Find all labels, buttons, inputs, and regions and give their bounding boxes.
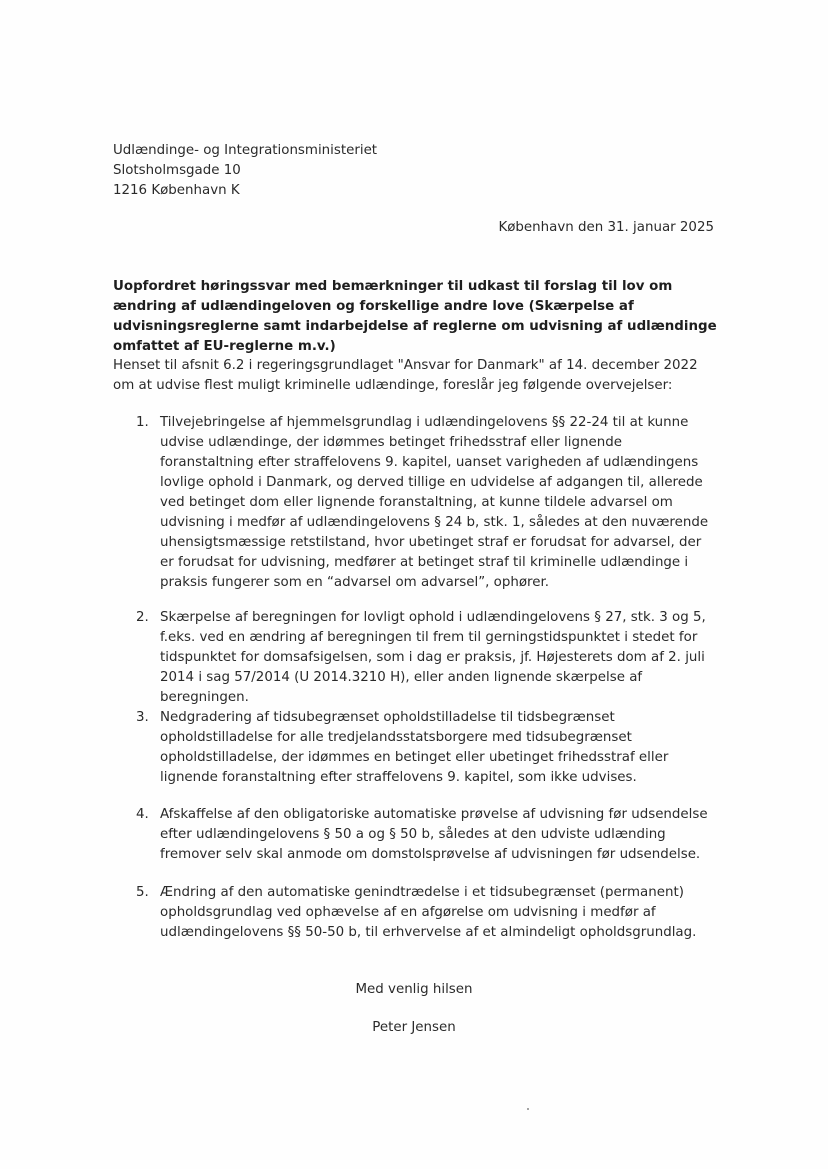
item-number: 4. — [136, 807, 149, 822]
item-text: Afskaffelse af den obligatoriske automatiske prøvelse af udvisning før udsendelse efter udlændingelovens § 50 a og § 50 b, således at den udviste udlænding fremover selv skal anmode om domstolsprøvelse af udvisningen før udsendelse. — [160, 807, 708, 862]
item-text: Tilvejebringelse af hjemmelsgrundlag i udlændingelovens §§ 22-24 til at kunne udvise udlændinge, der idømmes betinget frihedsstraf eller lignende foranstaltning efter straffelovens 9. kapitel, uanset varigheden af udlændingens lovlige ophold i Danmark, og derved tillige en udvidelse af adgangen til, allerede ved betinget dom eller lignende foranstaltning, at kunne tildele advarsel om udvisning i medfør af udlændingelovens § 24 b, stk. 1, således at den nuværende uhensigtsmæssige retstilstand, hvor ubetinget straf er forudsat for advarsel, der er forudsat for udvisning, medfører at betinget straf til kriminelle udlændinge i praksis fungerer som en “advarsel om advarsel”, ophører. — [160, 415, 709, 590]
proposal-item-1 — [136, 413, 719, 593]
item-text: Nedgradering af tidsubegrænset opholdstilladelse til tidsbegrænset opholdstilladelse for alle tredjelandsstatsborgere med tidsubegrænset opholdstilladelse, der idømmes en betinget eller ubetinget frihedsstraf eller lignende foranstaltning efter straffelovens 9. kapitel, som ikke udvises. — [160, 710, 669, 785]
subject-heading: Uopfordret høringssvar med bemærkninger til udkast til forslag til lov om ændring af udlændingeloven og forskellige andre love (Skærpelse af udvisningsreglerne samt indarbejdelse af reglerne om udvisning af udlændinge omfattet af EU-reglerne m.v.) — [113, 279, 717, 354]
proposal-item-4 — [136, 805, 719, 865]
recipient-address — [113, 141, 377, 201]
scan-speck — [527, 1108, 529, 1110]
item-number: 3. — [136, 710, 149, 725]
item-number: 5. — [136, 885, 149, 900]
recipient-city: 1216 København K — [113, 183, 240, 198]
date-line: København den 31. januar 2025 — [498, 220, 714, 235]
item-text: Ændring af den automatiske genindtrædelse i et tidsubegrænset (permanent) opholdsgrundlag ved ophævelse af en afgørelse om udvisning i medfør af udlændingelovens §§ 50-50 b, til erhvervelse af et almindeligt opholdsgrundlag. — [160, 885, 697, 940]
proposal-item-3 — [136, 708, 719, 788]
proposal-item-5 — [136, 883, 719, 943]
item-number: 2. — [136, 610, 149, 625]
signer-name: Peter Jensen — [372, 1020, 456, 1035]
proposal-item-2 — [136, 608, 719, 708]
recipient-name: Udlændinge- og Integrationsministeriet — [113, 143, 378, 158]
item-number: 1. — [136, 415, 149, 430]
recipient-street: Slotsholmsgade 10 — [113, 163, 241, 178]
item-text: Skærpelse af beregningen for lovligt ophold i udlændingelovens § 27, stk. 3 og 5, f.eks. ved en ændring af beregningen til frem til gerningstidspunktet i stedet for tidspunktet for domsafsigelsen, som i dag er praksis, jf. Højesterets dom af 2. juli 2014 i sag 57/2014 (U 2014.3210 H), eller anden lignende skærpelse af beregningen. — [160, 610, 706, 705]
closing-greeting: Med venlig hilsen — [355, 982, 473, 997]
intro-paragraph: Henset til afsnit 6.2 i regeringsgrundlaget "Ansvar for Danmark" af 14. december 2022 om at udvise flest muligt kriminelle udlændinge, foreslår jeg følgende overvejelser: — [113, 358, 698, 393]
